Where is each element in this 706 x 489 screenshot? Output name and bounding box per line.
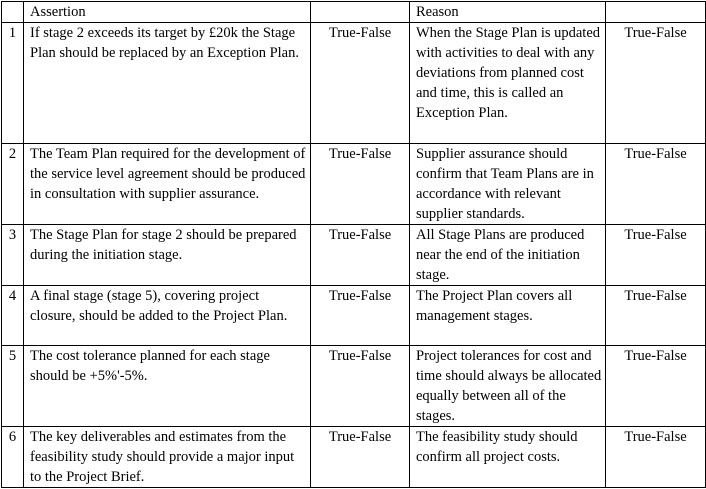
table-row xyxy=(2,286,706,346)
reason-cell: All Stage Plans are produced near the end of the initiation stage. xyxy=(410,225,606,286)
header-reason-verdict xyxy=(606,2,706,23)
reason-true-false: True-False xyxy=(606,23,706,144)
table-row xyxy=(2,23,706,144)
header-assertion-verdict xyxy=(311,2,410,23)
row-number: 5 xyxy=(2,346,24,427)
table-row xyxy=(2,346,706,427)
assertion-cell: The Team Plan required for the development of the service level agreement should be produced in consultation with supplier assurance. xyxy=(24,144,311,225)
assertion-cell: The Stage Plan for stage 2 should be prepared during the initiation stage. xyxy=(24,225,311,286)
row-number: 1 xyxy=(2,23,24,144)
assertion-cell: The key deliverables and estimates from the feasibility study should provide a major input to the Project Brief. xyxy=(24,427,311,488)
reason-cell: Supplier assurance should confirm that Team Plans are in accordance with relevant supplier standards. xyxy=(410,144,606,225)
assertion-true-false: True-False xyxy=(311,427,410,488)
row-number: 2 xyxy=(2,144,24,225)
assertion-cell: The cost tolerance planned for each stage should be +5%'-5%. xyxy=(24,346,311,427)
reason-true-false: True-False xyxy=(606,346,706,427)
table-row xyxy=(2,427,706,488)
table-header-row xyxy=(2,2,706,23)
reason-cell: The Project Plan covers all management stages. xyxy=(410,286,606,346)
reason-true-false: True-False xyxy=(606,144,706,225)
row-number: 3 xyxy=(2,225,24,286)
reason-cell: The feasibility study should confirm all project costs. xyxy=(410,427,606,488)
reason-cell: Project tolerances for cost and time should always be allocated equally between all of the stages. xyxy=(410,346,606,427)
row-number: 6 xyxy=(2,427,24,488)
assertion-true-false: True-False xyxy=(311,225,410,286)
table-row xyxy=(2,225,706,286)
table-row xyxy=(2,144,706,225)
assertion-true-false: True-False xyxy=(311,286,410,346)
reason-true-false: True-False xyxy=(606,225,706,286)
reason-true-false: True-False xyxy=(606,286,706,346)
header-number-cell xyxy=(2,2,24,23)
header-reason: Reason xyxy=(410,2,606,23)
header-assertion: Assertion xyxy=(24,2,311,23)
reason-true-false: True-False xyxy=(606,427,706,488)
assertion-cell: A final stage (stage 5), covering project closure, should be added to the Project Plan. xyxy=(24,286,311,346)
assertion-true-false: True-False xyxy=(311,144,410,225)
assertion-cell: If stage 2 exceeds its target by £20k the Stage Plan should be replaced by an Exception Plan. xyxy=(24,23,311,144)
assertion-true-false: True-False xyxy=(311,346,410,427)
assertion-reason-table xyxy=(1,1,706,488)
assertion-true-false: True-False xyxy=(311,23,410,144)
reason-cell: When the Stage Plan is updated with activities to deal with any deviations from planned cost and time, this is called an Exception Plan. xyxy=(410,23,606,144)
row-number: 4 xyxy=(2,286,24,346)
